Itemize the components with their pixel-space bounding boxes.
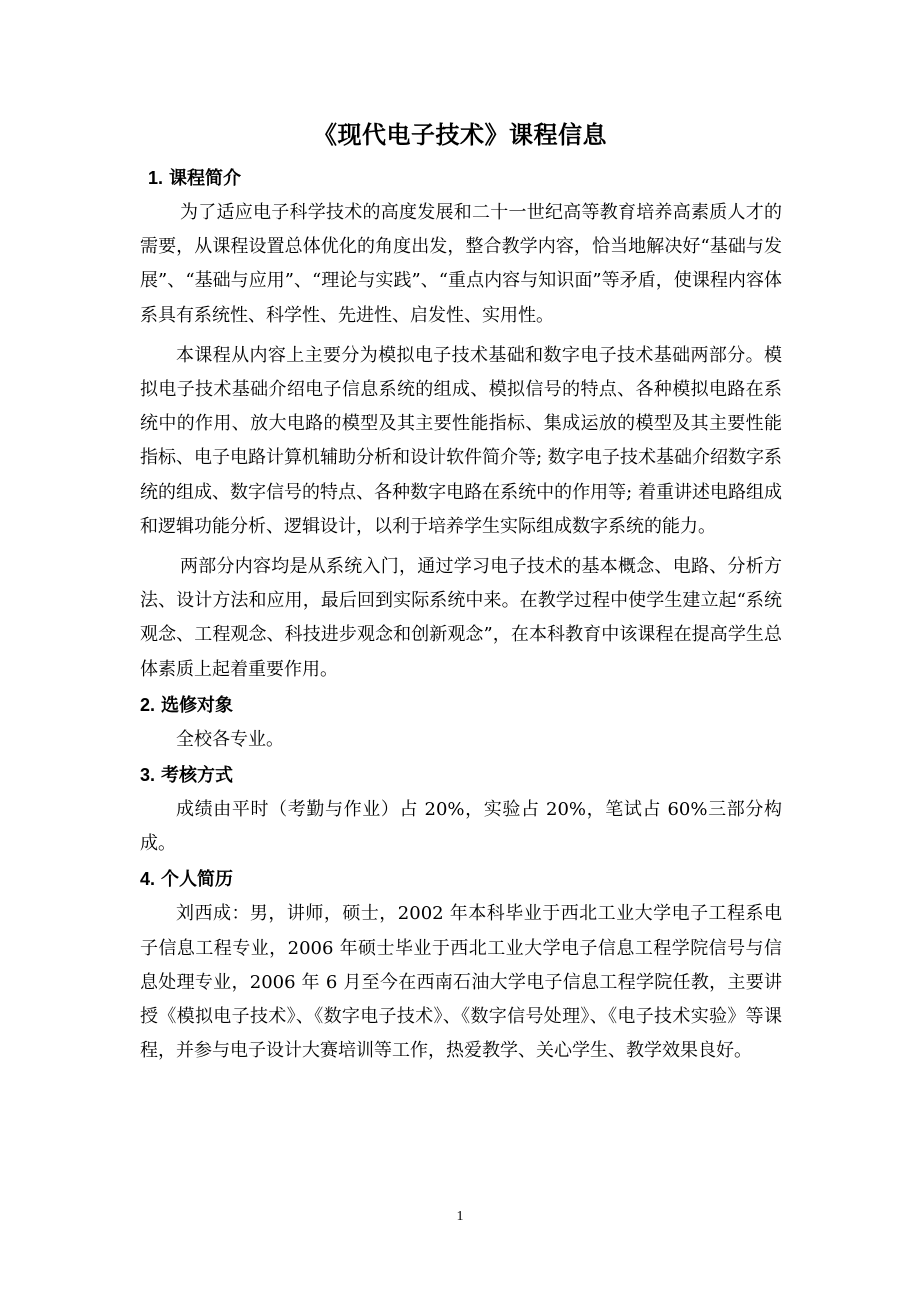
paragraph: 两部分内容均是从系统入门，通过学习电子技术的基本概念、电路、分析方法、设计方法和应用，最后回到实际系统中来。在教学过程中使学生建立起“系统观念、工程观念、科技进步观念和创新观念”，在本科教育中该课程在提高学生总体素质上起着重要作用。 — [140, 556, 782, 680]
paragraph: 本课程从内容上主要分为模拟电子技术基础和数字电子技术基础两部分。模拟电子技术基础介绍电子信息系统的组成、模拟信号的特点、各种模拟电路在系统中的作用、放大电路的模型及其主要性能指标、集成运放的模型及其主要性能指标、电子电路计算机辅助分析和设计软件简介等; 数字电子技术基础介绍数字系统的组成、数字信号的特点、各种数字电路在系统中的作用等; 着重讲述电路组成和逻辑功能分析、逻辑设计，以利于培养学生实际组成数字系统的能力。 — [140, 344, 782, 537]
page-number: 1 — [456, 1209, 464, 1224]
paragraph: 全校各专业。 — [176, 728, 284, 750]
section-heading-course-intro — [140, 160, 782, 196]
document-title: 《现代电子技术》课程信息 — [313, 121, 607, 149]
section-title: 课程简介 — [169, 168, 242, 189]
paragraph: 为了适应电子科学技术的高度发展和二十一世纪高等教育培养高素质人才的需要，从课程设置总体优化的角度出发，整合教学内容，恰当地解决好“基础与发展”、“基础与应用”、“理论与实践”、“重点内容与知识面”等矛盾，使课程内容体系具有系统性、科学性、先进性、启发性、实用性。 — [140, 202, 782, 326]
section-heading-assessment — [140, 757, 782, 793]
section-heading-resume — [140, 861, 782, 897]
section-number: 1. — [148, 168, 164, 188]
section-title: 个人简历 — [161, 869, 234, 891]
paragraph: 成绩由平时（考勤与作业）占 20%，实验占 20%，笔试占 60%三部分构成。 — [140, 799, 782, 855]
section-number: 4. — [140, 869, 156, 890]
section-heading-target-students — [140, 687, 782, 723]
section-title: 选修对象 — [161, 694, 234, 716]
document-body — [140, 160, 782, 1068]
paragraph: 刘西成：男，讲师，硕士，2002 年本科毕业于西北工业大学电子工程系电子信息工程专业，2006 年硕士毕业于西北工业大学电子信息工程学院信号与信息处理专业，2006 年 6 月至今在西南石油大学电子信息工程学院任教，主要讲授《模拟电子技术》、《数字电子技术》、《数字信号处理》、《电子技术实验》等课程，并参与电子设计大赛培训等工作，热爱教学、关心学生、教学效果良好。 — [140, 903, 782, 1062]
section-title: 考核方式 — [161, 765, 234, 787]
section-number: 3. — [140, 765, 156, 786]
section-number: 2. — [140, 694, 156, 715]
